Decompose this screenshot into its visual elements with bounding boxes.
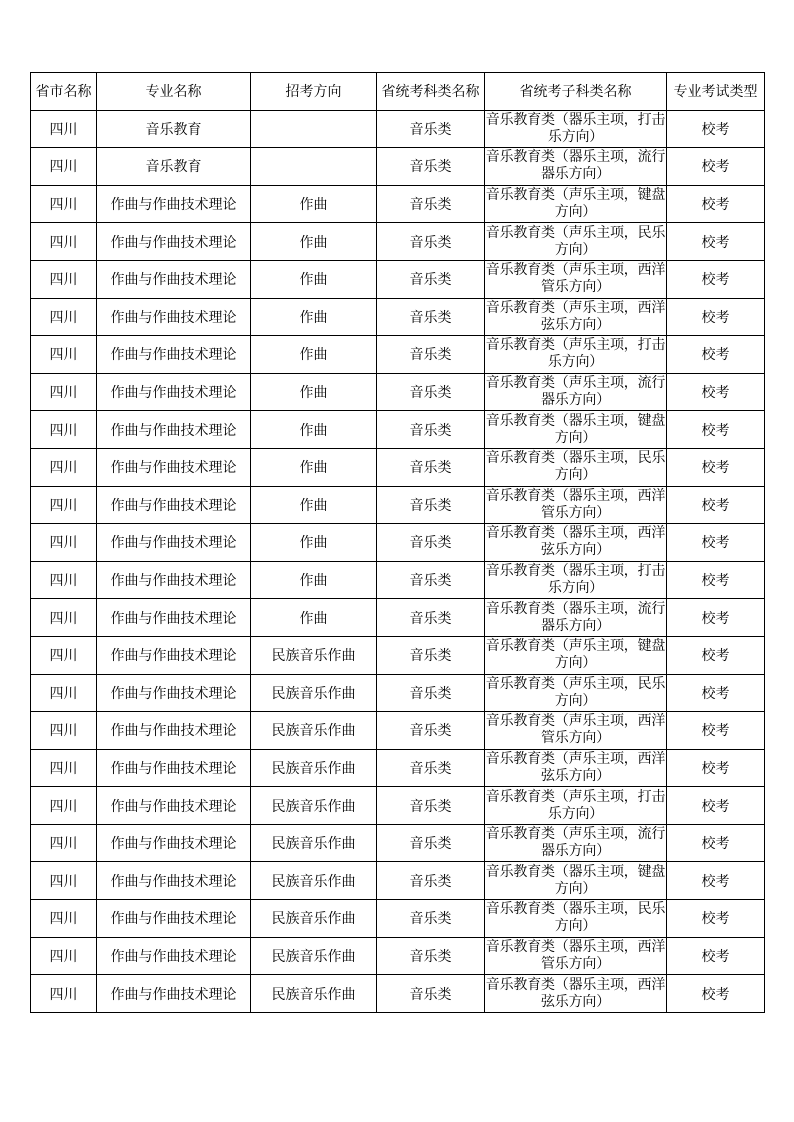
cell-exam-category: 音乐类 — [377, 937, 485, 975]
table-row — [31, 411, 765, 449]
cell-province: 四川 — [31, 862, 97, 900]
cell-exam-type: 校考 — [667, 862, 765, 900]
cell-exam-subcategory: 音乐教育类（声乐主项，西洋管乐方向） — [485, 712, 667, 750]
table-row — [31, 674, 765, 712]
cell-exam-type: 校考 — [667, 524, 765, 562]
cell-direction: 民族音乐作曲 — [251, 712, 377, 750]
cell-direction — [251, 148, 377, 186]
cell-major: 作曲与作曲技术理论 — [97, 937, 251, 975]
cell-exam-type: 校考 — [667, 223, 765, 261]
cell-exam-subcategory: 音乐教育类（声乐主项，民乐方向） — [485, 223, 667, 261]
cell-exam-category: 音乐类 — [377, 110, 485, 148]
table-row — [31, 599, 765, 637]
cell-direction: 民族音乐作曲 — [251, 636, 377, 674]
cell-major: 音乐教育 — [97, 148, 251, 186]
cell-major: 作曲与作曲技术理论 — [97, 749, 251, 787]
table-row — [31, 712, 765, 750]
table-row — [31, 824, 765, 862]
cell-exam-type: 校考 — [667, 260, 765, 298]
cell-major: 音乐教育 — [97, 110, 251, 148]
cell-province: 四川 — [31, 937, 97, 975]
cell-major: 作曲与作曲技术理论 — [97, 862, 251, 900]
cell-exam-category: 音乐类 — [377, 223, 485, 261]
cell-exam-subcategory: 音乐教育类（器乐主项，打击乐方向） — [485, 561, 667, 599]
table-row — [31, 862, 765, 900]
cell-direction: 作曲 — [251, 336, 377, 374]
cell-province: 四川 — [31, 373, 97, 411]
cell-exam-subcategory: 音乐教育类（声乐主项，打击乐方向） — [485, 787, 667, 825]
table-row — [31, 975, 765, 1013]
cell-province: 四川 — [31, 336, 97, 374]
table-row — [31, 223, 765, 261]
cell-exam-category: 音乐类 — [377, 486, 485, 524]
cell-exam-category: 音乐类 — [377, 674, 485, 712]
header-major: 专业名称 — [97, 73, 251, 111]
cell-exam-category: 音乐类 — [377, 373, 485, 411]
cell-exam-subcategory: 音乐教育类（器乐主项，民乐方向） — [485, 900, 667, 938]
cell-exam-type: 校考 — [667, 298, 765, 336]
cell-province: 四川 — [31, 110, 97, 148]
cell-direction: 作曲 — [251, 411, 377, 449]
cell-exam-type: 校考 — [667, 185, 765, 223]
table-row — [31, 336, 765, 374]
table-row — [31, 110, 765, 148]
cell-exam-category: 音乐类 — [377, 260, 485, 298]
table-row — [31, 900, 765, 938]
table-row — [31, 260, 765, 298]
table-row — [31, 373, 765, 411]
cell-major: 作曲与作曲技术理论 — [97, 561, 251, 599]
table-row — [31, 298, 765, 336]
cell-major: 作曲与作曲技术理论 — [97, 298, 251, 336]
cell-exam-subcategory: 音乐教育类（声乐主项，流行器乐方向） — [485, 373, 667, 411]
cell-direction: 民族音乐作曲 — [251, 900, 377, 938]
cell-exam-category: 音乐类 — [377, 636, 485, 674]
table-row — [31, 636, 765, 674]
cell-exam-type: 校考 — [667, 636, 765, 674]
table-row — [31, 185, 765, 223]
cell-exam-subcategory: 音乐教育类（声乐主项，键盘方向） — [485, 185, 667, 223]
cell-exam-subcategory: 音乐教育类（声乐主项，西洋弦乐方向） — [485, 298, 667, 336]
cell-exam-category: 音乐类 — [377, 975, 485, 1013]
cell-province: 四川 — [31, 298, 97, 336]
cell-exam-category: 音乐类 — [377, 561, 485, 599]
cell-exam-subcategory: 音乐教育类（声乐主项，西洋管乐方向） — [485, 260, 667, 298]
cell-exam-type: 校考 — [667, 336, 765, 374]
table-row — [31, 448, 765, 486]
cell-province: 四川 — [31, 524, 97, 562]
cell-direction: 作曲 — [251, 448, 377, 486]
cell-exam-subcategory: 音乐教育类（声乐主项，流行器乐方向） — [485, 824, 667, 862]
cell-major: 作曲与作曲技术理论 — [97, 411, 251, 449]
cell-exam-subcategory: 音乐教育类（器乐主项，流行器乐方向） — [485, 599, 667, 637]
cell-major: 作曲与作曲技术理论 — [97, 373, 251, 411]
cell-province: 四川 — [31, 561, 97, 599]
cell-major: 作曲与作曲技术理论 — [97, 223, 251, 261]
cell-province: 四川 — [31, 260, 97, 298]
cell-major: 作曲与作曲技术理论 — [97, 185, 251, 223]
cell-exam-type: 校考 — [667, 749, 765, 787]
cell-major: 作曲与作曲技术理论 — [97, 524, 251, 562]
cell-exam-subcategory: 音乐教育类（器乐主项，民乐方向） — [485, 448, 667, 486]
cell-exam-type: 校考 — [667, 787, 765, 825]
cell-direction: 作曲 — [251, 223, 377, 261]
cell-exam-category: 音乐类 — [377, 749, 485, 787]
cell-major: 作曲与作曲技术理论 — [97, 260, 251, 298]
cell-major: 作曲与作曲技术理论 — [97, 636, 251, 674]
cell-direction: 作曲 — [251, 599, 377, 637]
cell-exam-type: 校考 — [667, 712, 765, 750]
cell-exam-category: 音乐类 — [377, 148, 485, 186]
cell-exam-type: 校考 — [667, 448, 765, 486]
header-province: 省市名称 — [31, 73, 97, 111]
table-row — [31, 937, 765, 975]
cell-direction: 民族音乐作曲 — [251, 824, 377, 862]
cell-exam-subcategory: 音乐教育类（器乐主项，流行器乐方向） — [485, 148, 667, 186]
cell-exam-subcategory: 音乐教育类（器乐主项，西洋管乐方向） — [485, 486, 667, 524]
cell-province: 四川 — [31, 900, 97, 938]
cell-exam-type: 校考 — [667, 148, 765, 186]
cell-exam-type: 校考 — [667, 937, 765, 975]
cell-major: 作曲与作曲技术理论 — [97, 486, 251, 524]
cell-direction: 民族音乐作曲 — [251, 937, 377, 975]
cell-major: 作曲与作曲技术理论 — [97, 824, 251, 862]
cell-exam-category: 音乐类 — [377, 336, 485, 374]
cell-exam-type: 校考 — [667, 824, 765, 862]
cell-exam-type: 校考 — [667, 674, 765, 712]
cell-exam-subcategory: 音乐教育类（声乐主项，西洋弦乐方向） — [485, 749, 667, 787]
cell-major: 作曲与作曲技术理论 — [97, 712, 251, 750]
table-row — [31, 749, 765, 787]
cell-exam-subcategory: 音乐教育类（器乐主项，打击乐方向） — [485, 110, 667, 148]
cell-province: 四川 — [31, 185, 97, 223]
cell-direction: 民族音乐作曲 — [251, 749, 377, 787]
cell-exam-category: 音乐类 — [377, 824, 485, 862]
cell-province: 四川 — [31, 975, 97, 1013]
cell-exam-category: 音乐类 — [377, 185, 485, 223]
cell-major: 作曲与作曲技术理论 — [97, 336, 251, 374]
cell-exam-category: 音乐类 — [377, 298, 485, 336]
cell-exam-category: 音乐类 — [377, 712, 485, 750]
cell-exam-category: 音乐类 — [377, 411, 485, 449]
cell-exam-subcategory: 音乐教育类（声乐主项，打击乐方向） — [485, 336, 667, 374]
table-row — [31, 787, 765, 825]
cell-exam-subcategory: 音乐教育类（器乐主项，西洋弦乐方向） — [485, 975, 667, 1013]
header-exam-type: 专业考试类型 — [667, 73, 765, 111]
cell-exam-subcategory: 音乐教育类（器乐主项，西洋管乐方向） — [485, 937, 667, 975]
cell-province: 四川 — [31, 636, 97, 674]
cell-exam-type: 校考 — [667, 486, 765, 524]
cell-direction: 民族音乐作曲 — [251, 674, 377, 712]
cell-exam-subcategory: 音乐教育类（声乐主项，键盘方向） — [485, 636, 667, 674]
header-direction: 招考方向 — [251, 73, 377, 111]
cell-exam-subcategory: 音乐教育类（声乐主项，民乐方向） — [485, 674, 667, 712]
cell-direction: 作曲 — [251, 185, 377, 223]
cell-province: 四川 — [31, 448, 97, 486]
cell-major: 作曲与作曲技术理论 — [97, 674, 251, 712]
cell-province: 四川 — [31, 749, 97, 787]
cell-major: 作曲与作曲技术理论 — [97, 900, 251, 938]
cell-province: 四川 — [31, 486, 97, 524]
cell-exam-category: 音乐类 — [377, 448, 485, 486]
cell-direction: 作曲 — [251, 561, 377, 599]
header-exam-subcategory: 省统考子科类名称 — [485, 73, 667, 111]
cell-exam-type: 校考 — [667, 975, 765, 1013]
cell-province: 四川 — [31, 599, 97, 637]
table-row — [31, 148, 765, 186]
cell-direction: 民族音乐作曲 — [251, 862, 377, 900]
cell-exam-subcategory: 音乐教育类（器乐主项，键盘方向） — [485, 862, 667, 900]
cell-direction: 民族音乐作曲 — [251, 787, 377, 825]
table-row — [31, 524, 765, 562]
cell-direction: 作曲 — [251, 260, 377, 298]
cell-province: 四川 — [31, 674, 97, 712]
cell-direction — [251, 110, 377, 148]
cell-exam-category: 音乐类 — [377, 787, 485, 825]
cell-exam-type: 校考 — [667, 373, 765, 411]
table-row — [31, 561, 765, 599]
admissions-table — [30, 72, 765, 1013]
cell-province: 四川 — [31, 712, 97, 750]
cell-exam-category: 音乐类 — [377, 900, 485, 938]
table-body — [31, 110, 765, 1012]
cell-province: 四川 — [31, 411, 97, 449]
cell-exam-type: 校考 — [667, 561, 765, 599]
header-exam-category: 省统考科类名称 — [377, 73, 485, 111]
cell-exam-category: 音乐类 — [377, 599, 485, 637]
table-header-row — [31, 73, 765, 111]
cell-direction: 作曲 — [251, 373, 377, 411]
cell-province: 四川 — [31, 824, 97, 862]
cell-exam-category: 音乐类 — [377, 524, 485, 562]
cell-exam-type: 校考 — [667, 599, 765, 637]
cell-exam-subcategory: 音乐教育类（器乐主项，键盘方向） — [485, 411, 667, 449]
cell-exam-type: 校考 — [667, 110, 765, 148]
cell-province: 四川 — [31, 223, 97, 261]
cell-exam-subcategory: 音乐教育类（器乐主项，西洋弦乐方向） — [485, 524, 667, 562]
cell-exam-type: 校考 — [667, 411, 765, 449]
cell-exam-type: 校考 — [667, 900, 765, 938]
cell-direction: 作曲 — [251, 486, 377, 524]
cell-province: 四川 — [31, 787, 97, 825]
cell-major: 作曲与作曲技术理论 — [97, 599, 251, 637]
cell-direction: 作曲 — [251, 298, 377, 336]
cell-direction: 民族音乐作曲 — [251, 975, 377, 1013]
cell-direction: 作曲 — [251, 524, 377, 562]
cell-major: 作曲与作曲技术理论 — [97, 975, 251, 1013]
cell-province: 四川 — [31, 148, 97, 186]
table-row — [31, 486, 765, 524]
cell-exam-category: 音乐类 — [377, 862, 485, 900]
cell-major: 作曲与作曲技术理论 — [97, 787, 251, 825]
cell-major: 作曲与作曲技术理论 — [97, 448, 251, 486]
